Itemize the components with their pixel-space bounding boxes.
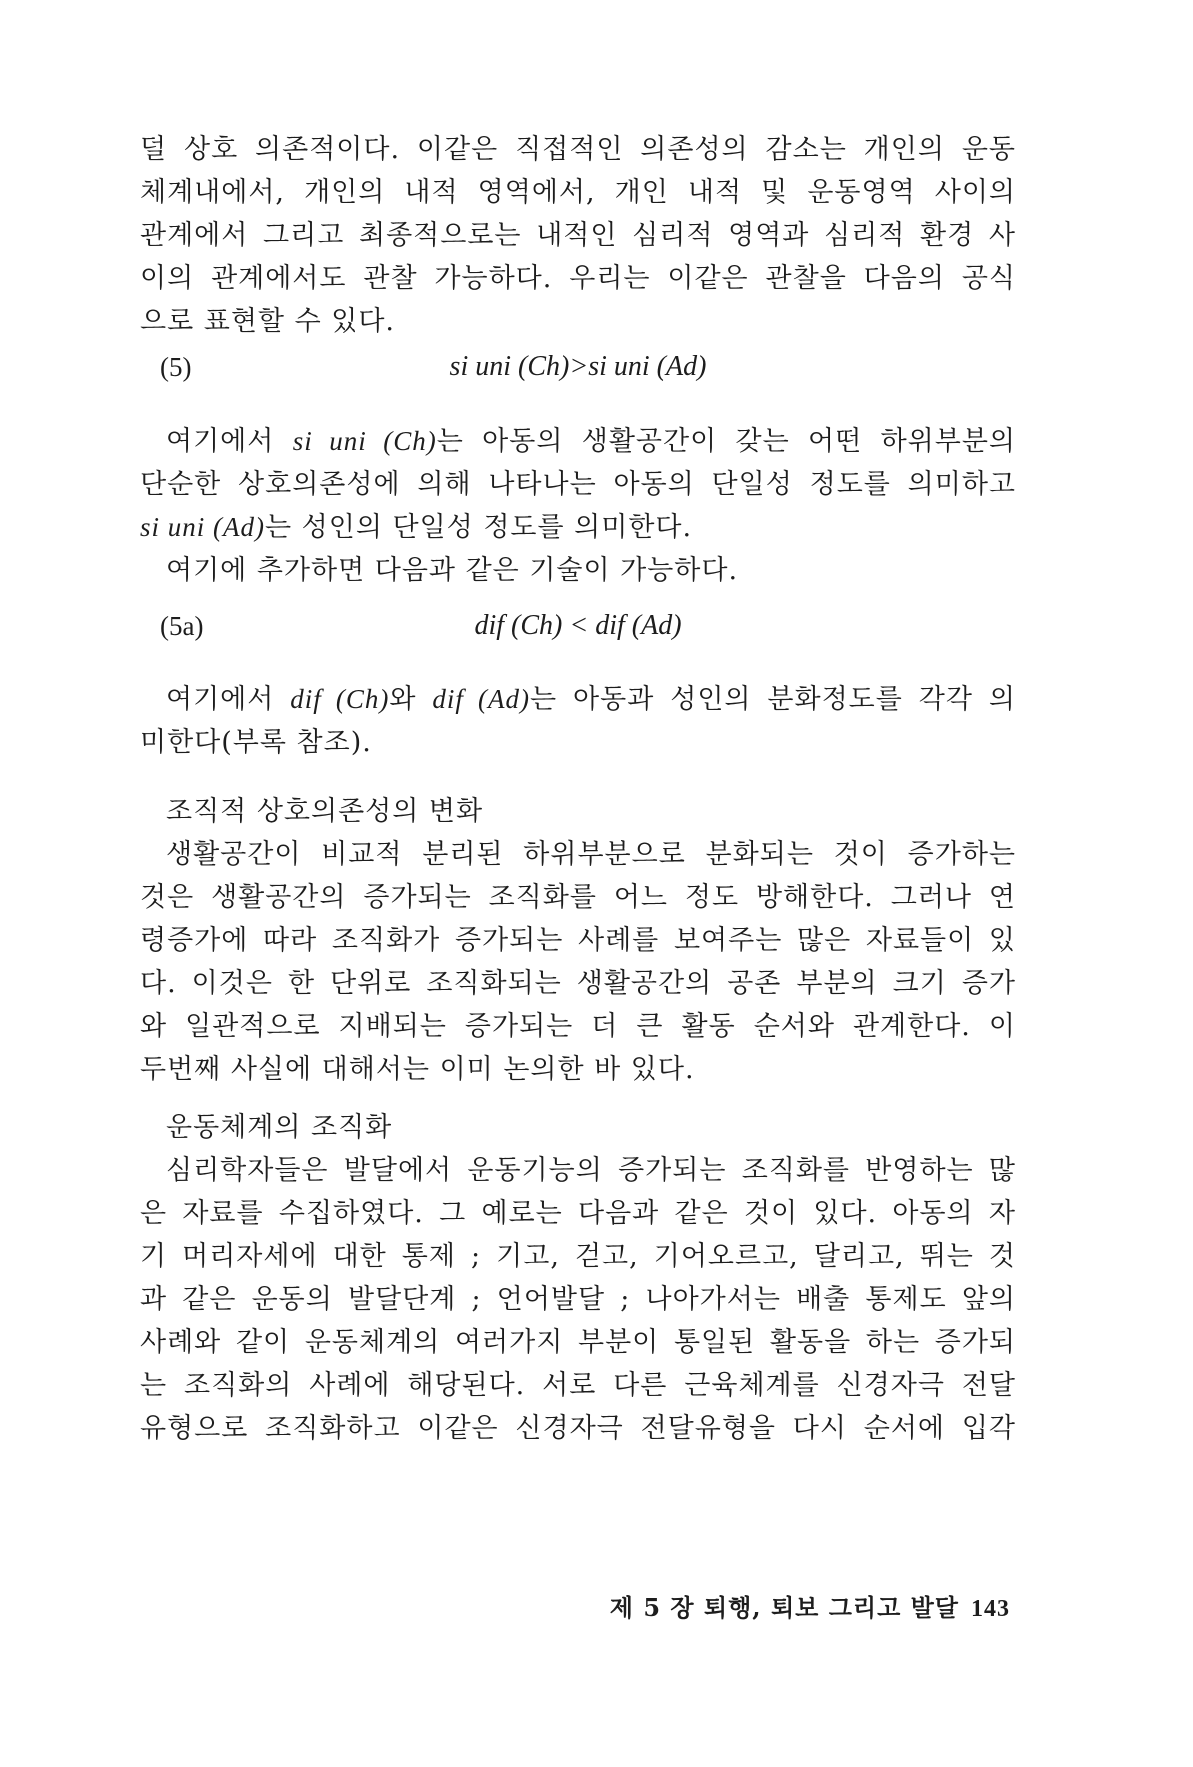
page-number: 143 bbox=[971, 1596, 1010, 1622]
formula-expression: dif (Ch) < dif (Ad) bbox=[474, 610, 682, 641]
paragraph-5 bbox=[140, 1149, 1016, 1450]
paragraph-3 bbox=[140, 678, 1016, 764]
text-line: 다. 이것은 한 단위로 조직화되는 생활공간의 공존 부분의 크기 증가 bbox=[140, 968, 1016, 999]
paragraph-4 bbox=[140, 833, 1016, 1091]
formula-5a bbox=[140, 604, 1016, 648]
text-line: 여기에 추가하면 다음과 같은 기술이 가능하다. bbox=[166, 555, 739, 586]
text-line: 유형으로 조직화하고 이같은 신경자극 전달유형을 다시 순서에 입각 bbox=[140, 1413, 1016, 1444]
text-line bbox=[140, 420, 1016, 463]
text-line: 생활공간이 비교적 분리된 하위부분으로 분화되는 것이 증가하는 bbox=[166, 839, 1016, 870]
text-line: 사례와 같이 운동체계의 여러가지 부분이 통일된 활동을 하는 증가되 bbox=[140, 1327, 1016, 1358]
math-term: si uni (Ch) bbox=[292, 426, 437, 456]
text-segment: 는 아동의 생활공간이 갖는 어떤 하위부분의 bbox=[436, 426, 1016, 457]
text-line: 기 머리자세에 대한 통제 ; 기고, 걷고, 기어오르고, 달리고, 뛰는 것 bbox=[140, 1241, 1016, 1272]
text-line bbox=[140, 678, 1016, 721]
formula-expression: si uni (Ch)>si uni (Ad) bbox=[449, 351, 707, 382]
math-term: dif (Ch) bbox=[290, 684, 390, 714]
section-heading: 운동체계의 조직화 bbox=[166, 1112, 393, 1143]
text-line: 과 같은 운동의 발달단계 ; 언어발달 ; 나아가서는 배출 통제도 앞의 bbox=[140, 1284, 1016, 1315]
text-line: 미한다(부록 참조). bbox=[140, 727, 372, 758]
text-segment: 여기에서 bbox=[166, 426, 293, 457]
formula-number: (5a) bbox=[160, 611, 204, 641]
paragraph-1 bbox=[140, 128, 1016, 343]
text-line: 두번째 사실에 대해서는 이미 논의한 바 있다. bbox=[140, 1054, 695, 1085]
page-footer bbox=[560, 1590, 1010, 1627]
text-line: 으로 표현할 수 있다. bbox=[140, 306, 395, 337]
text-line: 심리학자들은 발달에서 운동기능의 증가되는 조직화를 반영하는 많 bbox=[166, 1155, 1016, 1186]
text-line bbox=[140, 506, 1016, 549]
text-line: 은 자료를 수집하였다. 그 예로는 다음과 같은 것이 있다. 아동의 자 bbox=[140, 1198, 1016, 1229]
text-segment: 는 성인의 단일성 정도를 의미한다. bbox=[265, 512, 693, 543]
paragraph-2 bbox=[140, 420, 1016, 592]
text-line: 이의 관계에서도 관찰 가능하다. 우리는 이같은 관찰을 다음의 공식 bbox=[140, 263, 1016, 294]
text-line: 관계에서 그리고 최종적으로는 내적인 심리적 영역과 심리적 환경 사 bbox=[140, 220, 1016, 251]
text-line: 덜 상호 의존적이다. 이같은 직접적인 의존성의 감소는 개인의 운동 bbox=[140, 134, 1016, 165]
text-segment: 여기에서 bbox=[166, 684, 291, 715]
text-segment: 는 아동과 성인의 분화정도를 각각 의 bbox=[530, 684, 1016, 715]
chapter-title: 제 5 장 퇴행, 퇴보 그리고 발달 bbox=[609, 1593, 959, 1622]
text-line: 체계내에서, 개인의 내적 영역에서, 개인 내적 및 운동영역 사이의 bbox=[140, 177, 1016, 208]
text-line: 와 일관적으로 지배되는 증가되는 더 큰 활동 순서와 관계한다. 이 bbox=[140, 1011, 1016, 1042]
text-line: 것은 생활공간의 증가되는 조직화를 어느 정도 방해한다. 그러나 연 bbox=[140, 882, 1016, 913]
formula-number: (5) bbox=[160, 352, 192, 382]
math-term: dif (Ad) bbox=[432, 684, 531, 714]
text-segment: 와 bbox=[389, 684, 433, 715]
text-line: 는 조직화의 사례에 해당된다. 서로 다른 근육체계를 신경자극 전달 bbox=[140, 1370, 1016, 1401]
text-line: 령증가에 따라 조직화가 증가되는 사례를 보여주는 많은 자료들이 있 bbox=[140, 925, 1016, 956]
formula-5 bbox=[140, 345, 1016, 389]
section-heading: 조직적 상호의존성의 변화 bbox=[166, 796, 484, 827]
text-line: 단순한 상호의존성에 의해 나타나는 아동의 단일성 정도를 의미하고 bbox=[140, 469, 1016, 500]
math-term: si uni (Ad) bbox=[140, 512, 265, 542]
